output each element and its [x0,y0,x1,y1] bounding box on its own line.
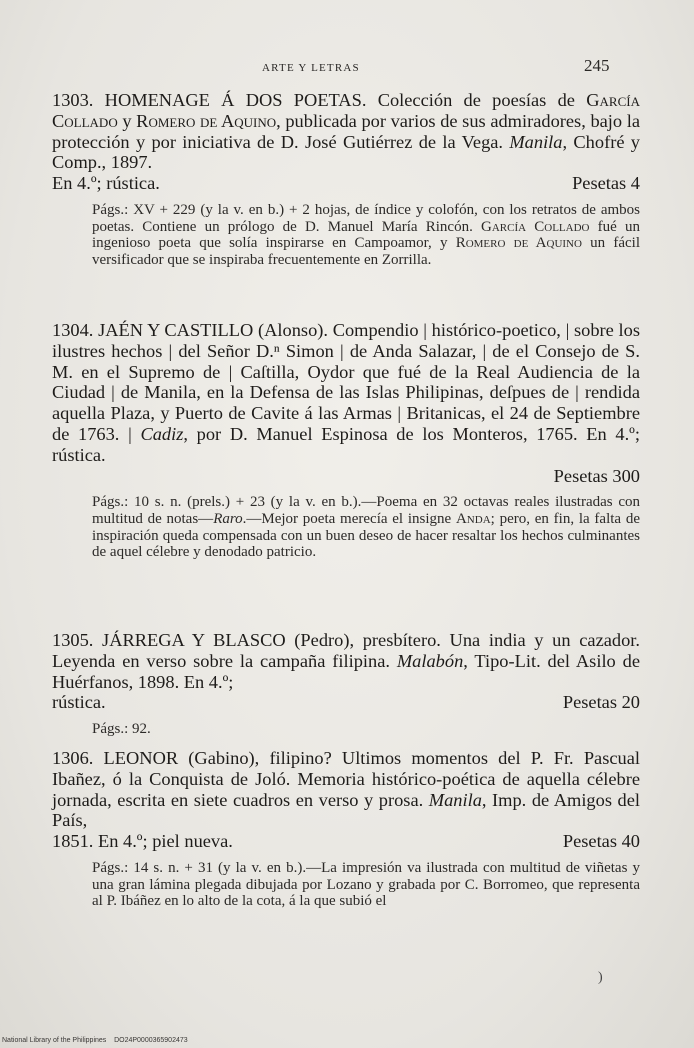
entry-1304-text-a: 1304. JAÉN Y CASTILLO (Alonso). Compendio | histórico-poetico, | sobre los ilustres hechos | del Señor D.ⁿ Simon | de Anda Salazar, | de el Consejo de S. M. en el Supremo de | Caſtilla, Oydor que fué de la Real Audiencia de la Ciudad | de Manila, en la Defensa de las Islas Philipinas, deſpues de | rendida aquella Plaza, y Puerto de Cavite á las Armas | Britanicas, el 24 de Septiembre de 1763. | [52,320,640,444]
entry-1303-place: Manila [509,131,563,152]
entry-1306 [52,748,640,910]
entry-1304-text-b: , por D. Manuel Espinosa de los Monteros, 1765. En 4.º; rústica. [52,423,640,465]
entry-1306-format: 1851. En 4.º; piel nueva. [52,831,233,852]
entry-1305-note [92,721,640,738]
entry-1303-text-b: y [117,110,137,131]
entry-1304-note-b: .—Mejor poeta merecía el insigne [242,510,456,527]
entry-1304 [52,320,640,561]
entry-1304-note-c: ; pero, en fin, la falta de inspiración queda compensada con un buen deseo de hacer resaltar los hechos culminantes de aquel célebre y denodado patricio. [92,510,640,561]
entry-1306-text-a: 1306. LEONOR (Gabino), filipino? Ultimos momentos del P. Fr. Pascual Ibañez, ó la Conquista de Joló. Memoria histórico-poética de aquella célebre jornada, escrita en siete cuadros en verso y prosa. [52,748,640,810]
entry-1306-price: Pesetas 40 [562,831,640,852]
entry-1304-price: Pesetas 300 [553,465,640,486]
entry-1303-price: Pesetas 4 [572,173,640,194]
entry-1306-place: Manila [428,789,482,810]
entry-1305-text-a: 1305. JÁRREGA Y BLASCO (Pedro), presbítero. Una india y un cazador. Leyenda en verso sobre la campaña filipina. [52,630,640,671]
entry-1303-note-b: fué un ingenioso poeta que solía inspirarse en Campoamor, y [92,218,640,252]
entry-1303-author-a: García Collado [52,90,640,131]
entry-1305-text-b: , Tipo-Lit. del Asilo de Huérfanos, 1898. En 4.º; [52,650,640,692]
entry-1305-note-a: Págs.: 92. [92,721,151,738]
entry-1305 [52,630,640,738]
entry-1304-note-author: Anda [455,510,491,527]
entry-1306-note-a: Págs.: 14 s. n. + 31 (y la v. en b.).—La impresión va ilustrada con multitud de viñetas y una gran lámina plegada dibujada por Lozano y grabada por C. Borromeo, que representa al P. Ibáñez en lo alto de la cota, á la que subió el [92,859,640,910]
scan-footer [0,1034,694,1048]
entry-1304-note-rare: Raro [213,510,243,527]
entry-1303-note-author-a: García Collado [481,218,590,235]
footer-credit: National Library of the Philippines [2,1037,107,1044]
footer-code: DO24P0000365902473 [114,1037,188,1044]
entry-1305-format: rústica. [52,692,106,713]
page-number: 245 [584,56,610,75]
entry-1304-note [92,494,640,560]
entry-1306-note [92,860,640,910]
entry-1303-note-a: Págs.: XV + 229 (y la v. en b.) + 2 hojas, de índice y colofón, con los retratos de ambos poetas. Contiene un prólogo de D. Manuel María Rincón. [92,201,640,235]
entry-1303-format: En 4.º; rústica. [52,173,160,194]
running-title: ARTE Y LETRAS [262,62,360,74]
entry-1304-place: Cadiz [140,423,184,444]
running-head [0,52,694,82]
entry-1305-place: Malabón [396,650,464,671]
margin-mark: ) [598,970,603,985]
entry-1306-text-b: , Imp. de Amigos del País, [52,789,640,831]
entry-1303-text-d: , Chofré y Comp., 1897. [52,131,641,173]
entry-1305-title [52,630,640,692]
entry-1303-text-c: , publicada por varios de sus admiradores, bajo la protección y por iniciativa de D. José Gutiérrez de la Vega. [52,110,641,152]
entry-1305-price: Pesetas 20 [562,692,640,713]
entry-1305-price-line [52,692,640,713]
entry-1303-title [52,90,640,173]
entry-1304-title [52,320,640,466]
entry-1303-author-b: Romero de Aquino [136,110,277,131]
entry-1306-title [52,748,640,831]
entry-1303-note [92,202,640,268]
entry-1303-note-author-b: Romero de Aquino [455,235,582,252]
entry-1303-price-line [52,173,640,194]
entry-1303 [52,90,640,268]
entry-1304-note-a: Págs.: 10 s. n. (prels.) + 23 (y la v. en b.).—Poema en 32 octavas reales ilustradas con multitud de notas— [92,494,640,527]
entry-1303-note-c: un fácil versificador que se inspiraba frecuentemente en Zorrilla. [92,235,641,268]
entry-1306-price-line [52,831,640,852]
entry-1303-text-a: 1303. HOMENAGE Á DOS POETAS. Colección de poesías de [52,90,587,110]
